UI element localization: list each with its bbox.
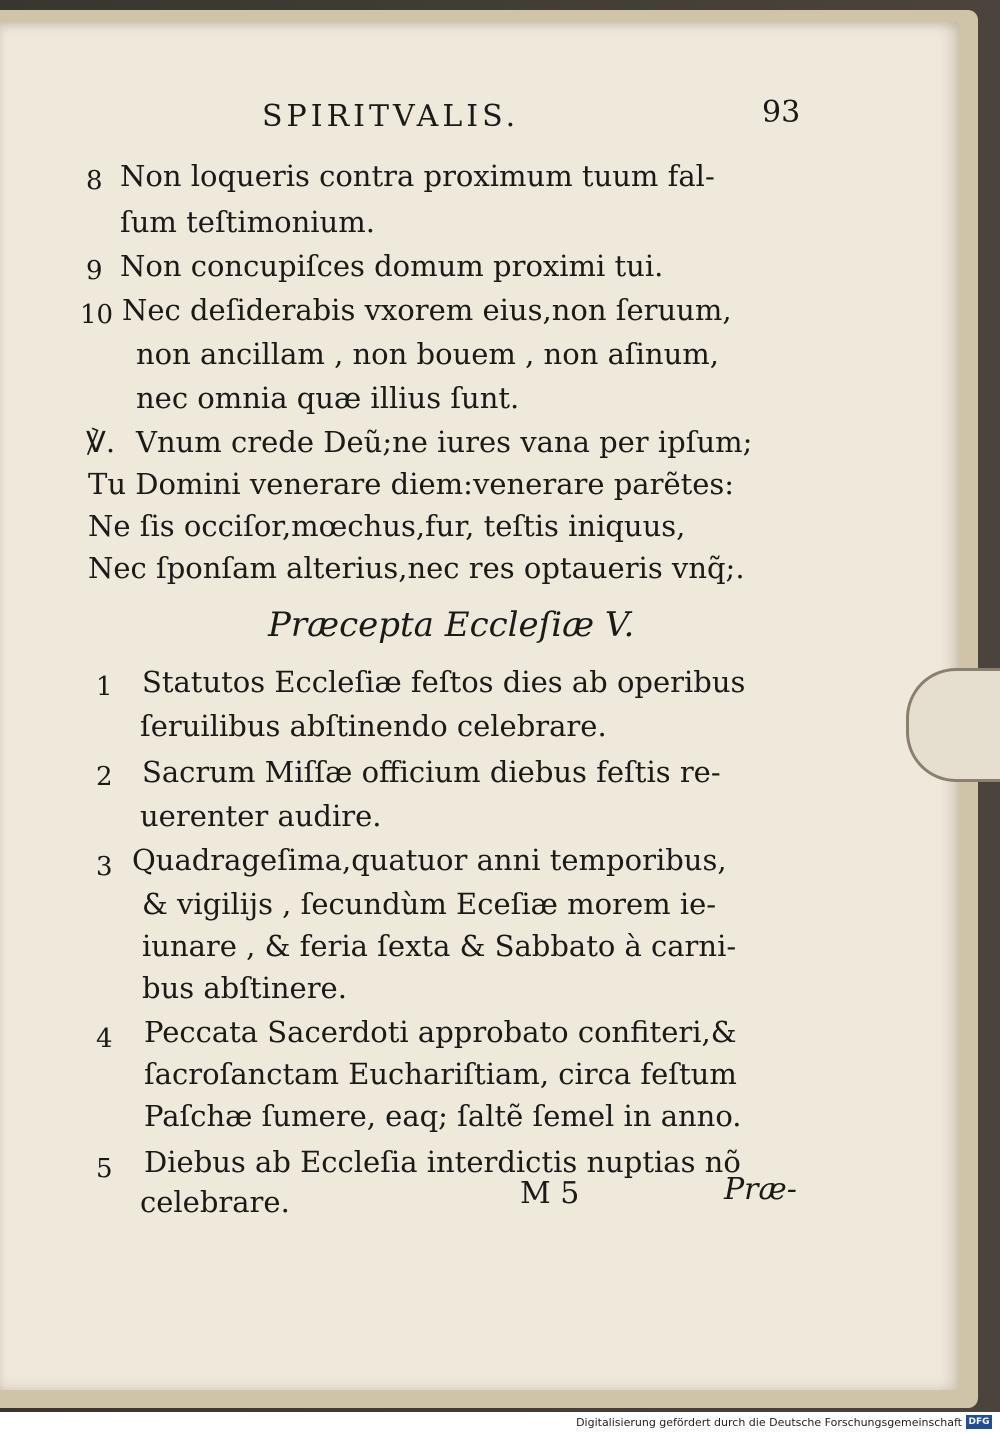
dfg-logo: DFG: [966, 1415, 992, 1429]
commandment-10-line-1: Nec deſiderabis vxorem eius,non ſeruum,: [122, 293, 732, 327]
precept-1-line-1: Statutos Eccleſiæ feſtos dies ab operibus: [142, 665, 746, 699]
precept-4-line-3: Paſchæ ſumere, eaq; ſaltẽ ſemel in anno.: [144, 1099, 742, 1133]
commandment-10-number: 10: [80, 300, 114, 330]
precept-3-line-2: & vigilijs , ſecundùm Eceſiæ morem ie-: [142, 887, 717, 921]
precept-2-number: 2: [96, 762, 113, 792]
precept-3-number: 3: [96, 852, 113, 882]
precept-1-line-2: ſeruilibus abſtinendo celebrare.: [140, 709, 607, 743]
precept-3-line-1: Quadrageſima,quatuor anni temporibus,: [132, 843, 727, 877]
verse-line-4: Nec ſponſam alterius,nec res optaueris vnq̃;.: [88, 551, 745, 585]
precept-5-number: 5: [96, 1154, 113, 1184]
precept-3-line-3: iunare , & feria ſexta & Sabbato à carni-: [142, 929, 737, 963]
running-head: SPIRITVALIS.: [262, 99, 520, 134]
commandment-10-line-2: non ancillam , non bouem , non aſinum,: [136, 337, 719, 371]
digitization-footer: [0, 1412, 1000, 1434]
clip-tab: [906, 668, 1000, 782]
footer-credit: Digitalisierung gefördert durch die Deutsche Forschungsgemeinschaft: [576, 1416, 962, 1429]
commandment-9-number: 9: [86, 256, 103, 286]
precept-4-number: 4: [96, 1024, 113, 1054]
page-number: 93: [762, 95, 801, 130]
verse-line-1: Vnum crede Deũ;ne iures vana per ipſum;: [136, 425, 753, 459]
precept-5-line-2: celebrare.: [140, 1185, 290, 1219]
precept-2-line-1: Sacrum Miſſæ officium diebus feſtis re-: [142, 755, 721, 789]
catchword: Præ-: [724, 1172, 797, 1207]
commandment-10-line-3: nec omnia quæ illius ſunt.: [136, 381, 520, 415]
precept-4-line-2: ſacroſanctam Euchariſtiam, circa feſtum: [144, 1057, 737, 1091]
verse-line-2: Tu Domini venerare diem:venerare parẽtes:: [88, 467, 735, 501]
commandment-9-line-1: Non concupiſces domum proximi tui.: [120, 249, 664, 283]
precept-1-number: 1: [96, 672, 113, 702]
commandment-8-line-1: Non loqueris contra proximum tuum fal-: [120, 159, 715, 193]
commandment-8-number: 8: [86, 166, 103, 196]
precept-5-line-1: Diebus ab Eccleſia interdictis nuptias nõ: [144, 1145, 741, 1179]
verse-marker: ℣.: [86, 425, 116, 459]
section-title: Præcepta Eccleſiæ V.: [268, 605, 635, 645]
commandment-8-line-2: ſum teſtimonium.: [120, 205, 375, 239]
signature-mark: M 5: [520, 1176, 580, 1211]
precept-4-line-1: Peccata Sacerdoti approbato confiteri,&: [144, 1015, 737, 1049]
verse-line-3: Ne ſis occiſor,mœchus,fur, teſtis iniquus,: [88, 509, 686, 543]
precept-3-line-4: bus abſtinere.: [142, 971, 347, 1005]
precept-2-line-2: uerenter audire.: [140, 799, 382, 833]
